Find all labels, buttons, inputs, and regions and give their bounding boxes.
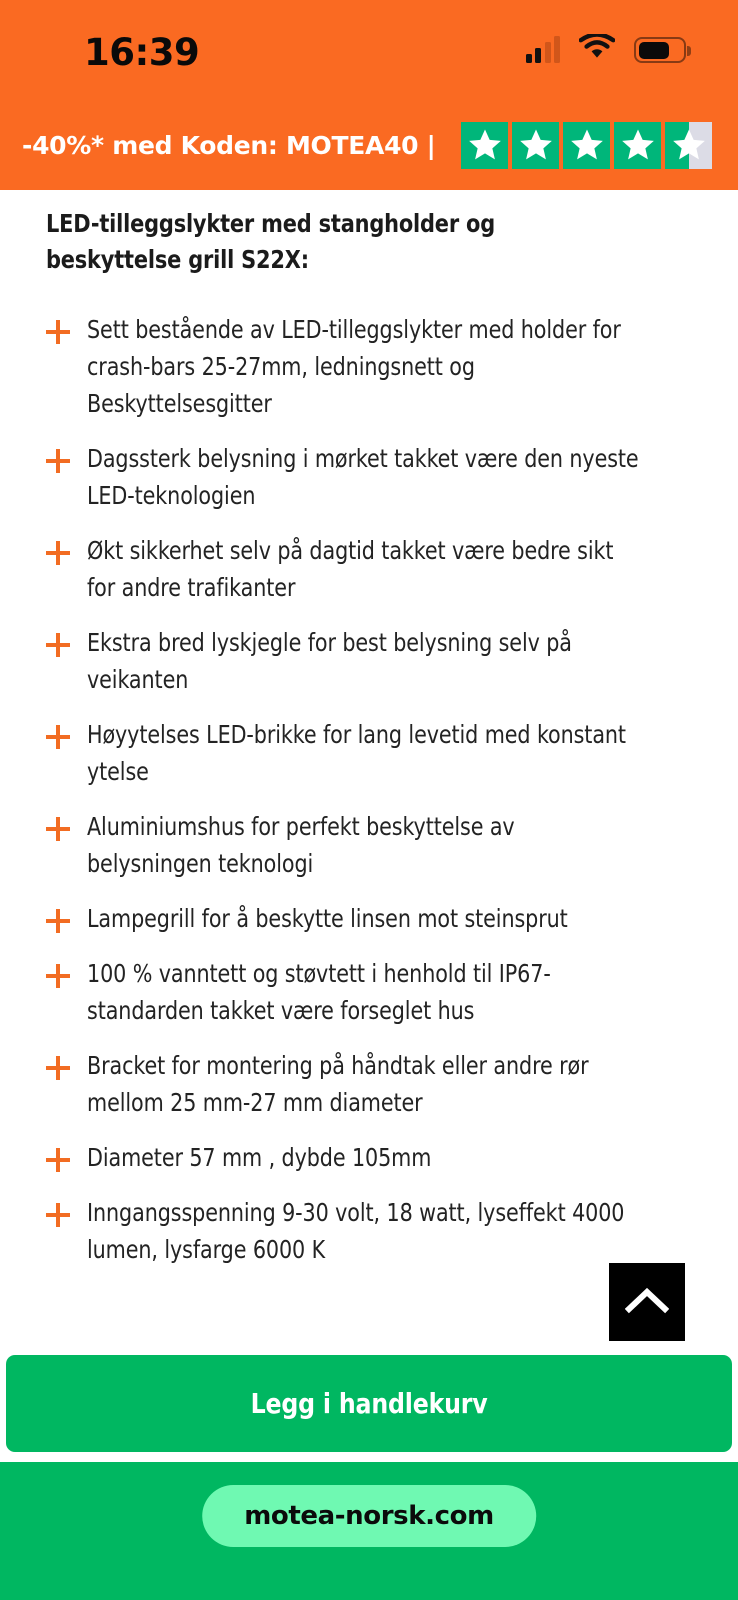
star-icon-2 xyxy=(512,122,559,169)
list-item xyxy=(46,440,694,514)
wifi-icon xyxy=(579,34,615,66)
star-icon-5-half xyxy=(665,122,712,169)
promo-code-text: -40%* med Koden: MOTEA40 | xyxy=(22,130,436,160)
plus-icon xyxy=(46,633,70,657)
list-item-label: Bracket for montering på håndtak eller andre rør mellom 25 mm-27 mm diameter xyxy=(87,1051,589,1117)
battery-icon xyxy=(634,37,686,63)
list-item xyxy=(46,1194,694,1268)
list-item-label: Sett bestående av LED-tilleggslykter med holder for crash-bars 25-27mm, ledningsnett og Beskyttelsesgitter xyxy=(87,315,621,418)
plus-icon xyxy=(46,909,70,933)
plus-icon xyxy=(46,541,70,565)
plus-icon xyxy=(46,1148,70,1172)
plus-icon xyxy=(46,1056,70,1080)
list-item-label: Lampegrill for å beskytte linsen mot steinsprut xyxy=(87,904,568,933)
status-bar-icons xyxy=(526,34,687,66)
list-item xyxy=(46,716,694,790)
list-item-label: Diameter 57 mm , dybde 105mm xyxy=(87,1143,432,1172)
list-item-label: Høyytelses LED-brikke for lang levetid med konstant ytelse xyxy=(87,720,626,786)
list-item-label: Dagssterk belysning i mørket takket være den nyeste LED-teknologien xyxy=(87,444,639,510)
plus-icon xyxy=(46,817,70,841)
trustpilot-rating xyxy=(461,122,712,169)
star-icon-1 xyxy=(461,122,508,169)
status-bar-clock: 16:39 xyxy=(84,30,200,74)
plus-icon xyxy=(46,320,70,344)
list-item-label: Aluminiumshus for perfekt beskyttelse av belysningen teknologi xyxy=(87,812,515,878)
list-item-label: 100 % vanntett og støvtett i henhold til IP67-standarden takket være forseglet hus xyxy=(87,959,551,1025)
list-item xyxy=(46,900,694,937)
list-item-label: Inngangsspenning 9-30 volt, 18 watt, lyseffekt 4000 lumen, lysfarge 6000 K xyxy=(87,1198,625,1264)
bottom-bar xyxy=(0,1462,738,1600)
add-to-cart-button[interactable] xyxy=(6,1355,732,1452)
list-item xyxy=(46,1139,694,1176)
page-title: LED-tilleggslykter med stangholder og beskyttelse grill S22X: xyxy=(46,209,496,274)
chevron-up-icon xyxy=(625,1285,669,1320)
feature-list xyxy=(46,311,694,1268)
list-item-label: Økt sikkerhet selv på dagtid takket være bedre sikt for andre trafikanter xyxy=(87,536,614,602)
plus-icon xyxy=(46,1203,70,1227)
list-item xyxy=(46,532,694,606)
list-item xyxy=(46,808,694,882)
promo-banner[interactable] xyxy=(0,100,738,190)
list-item xyxy=(46,624,694,698)
star-icon-3 xyxy=(563,122,610,169)
plus-icon xyxy=(46,449,70,473)
plus-icon xyxy=(46,964,70,988)
cellular-signal-icon xyxy=(526,37,561,63)
product-description xyxy=(0,190,738,1286)
star-icon-4 xyxy=(614,122,661,169)
add-to-cart-label: Legg i handlekurv xyxy=(250,1387,488,1420)
scroll-to-top-button[interactable] xyxy=(609,1263,685,1341)
domain-pill[interactable]: motea-norsk.com xyxy=(202,1485,536,1547)
list-item xyxy=(46,1047,694,1121)
orange-header-area xyxy=(0,0,738,190)
list-item xyxy=(46,311,694,422)
status-bar xyxy=(0,0,738,100)
list-item-label: Ekstra bred lyskjegle for best belysning selv på veikanten xyxy=(87,628,572,694)
plus-icon xyxy=(46,725,70,749)
list-item xyxy=(46,955,694,1029)
